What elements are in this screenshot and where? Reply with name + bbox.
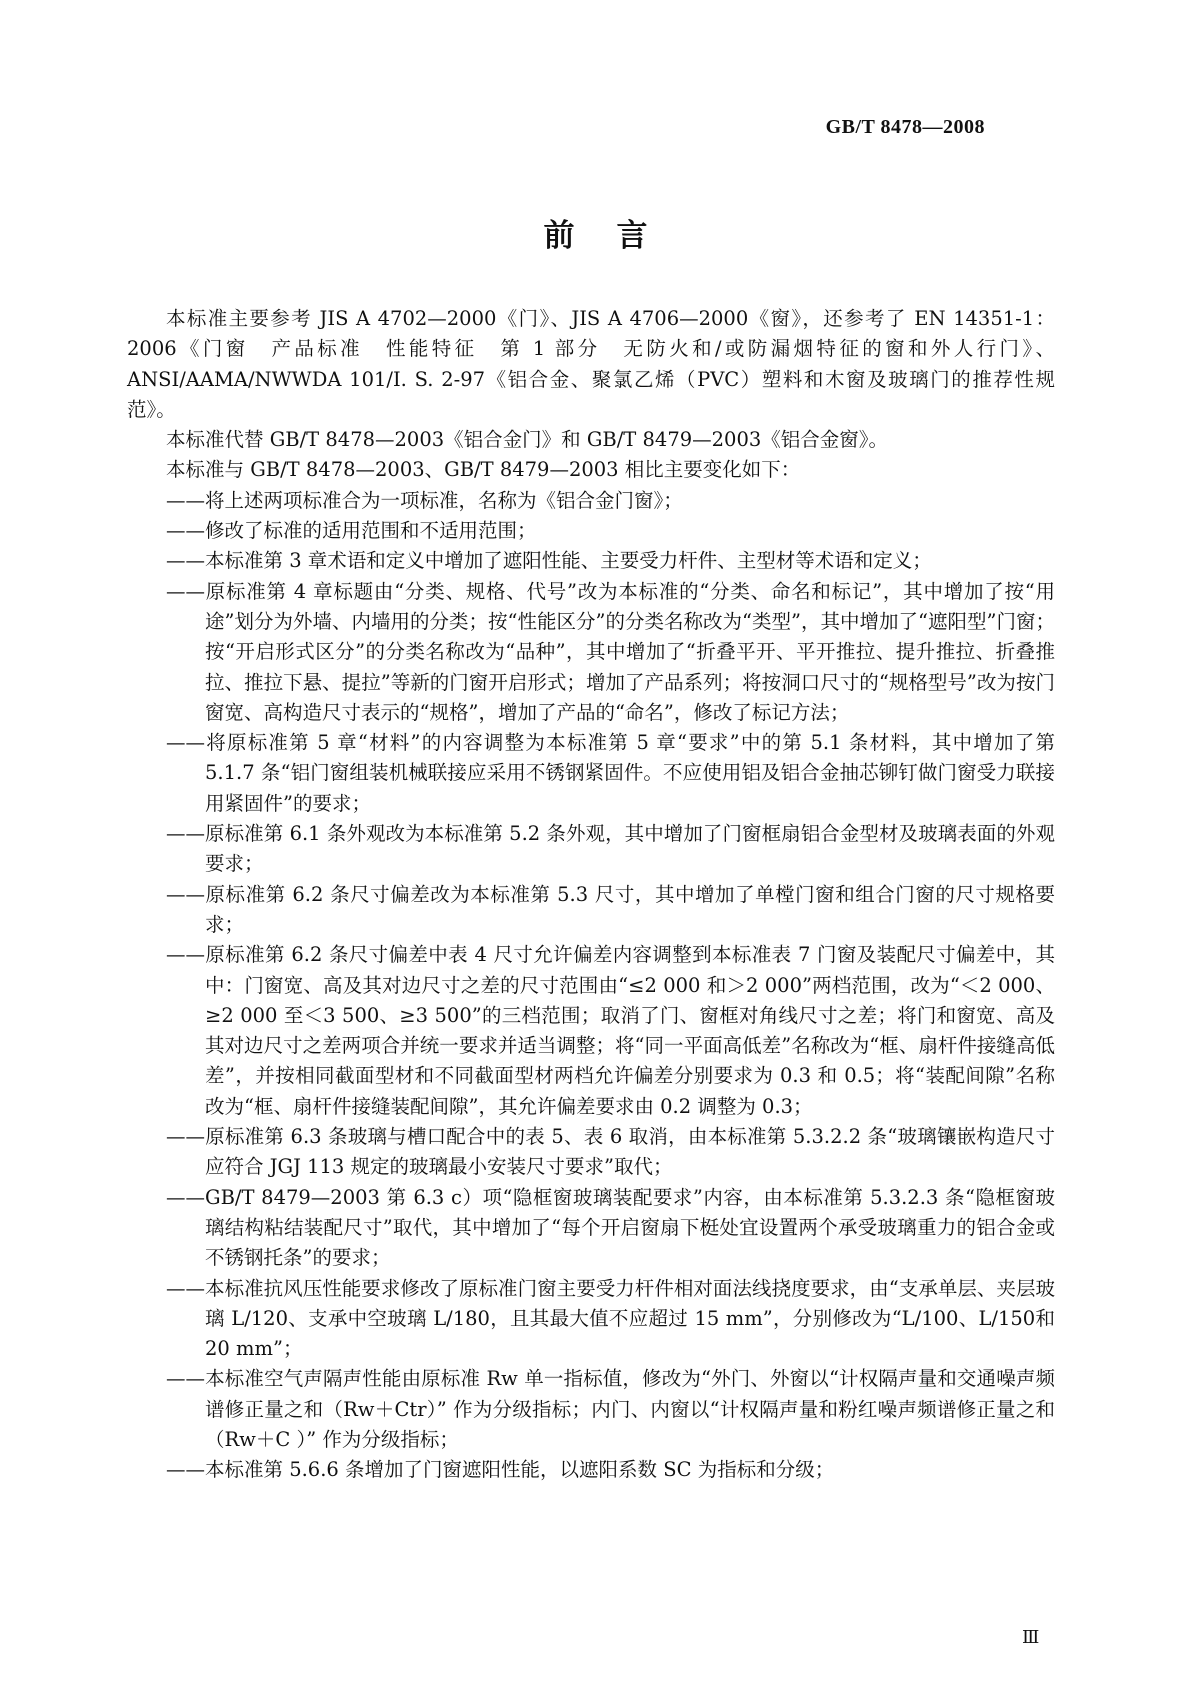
change-item: ——原标准第 6.3 条玻璃与槽口配合中的表 5、表 6 取消，由本标准第 5.3.2.2 条“玻璃镶嵌构造尺寸应符合 JGJ 113 规定的玻璃最小安装尺寸要求”取代；: [166, 1125, 1055, 1179]
change-item: ——本标准抗风压性能要求修改了原标准门窗主要受力杆件相对面法线挠度要求，由“支承单层、夹层玻璃 L/120、支承中空玻璃 L/180，且其最大值不应超过 15 mm”，分别修改为“L/100、L/150和 20 mm”；: [166, 1276, 1055, 1361]
page-title: 前言: [543, 218, 690, 254]
change-item: ——原标准第 6.2 条尺寸偏差中表 4 尺寸允许偏差内容调整到本标准表 7 门窗及装配尺寸偏差中，其中：门窗宽、高及其对边尺寸之差的尺寸范围由“≤2 000 和＞2 000”两档范围，改为“＜2 000、≥2 000 至＜3 500、≥3 500”的三档范围；取消了门、窗框对角线尺寸之差；将门和窗宽、高及其对边尺寸之差两项合并统一要求并适当调整；将“同一平面高低差”名称改为“框、扇杆件接缝高低差”，并按相同截面型材和不同截面型材两档允许偏差分别要求为 0.3 和 0.5；将“装配间隙”名称改为“框、扇杆件接缝装配间隙”，其允许偏差要求由 0.2 调整为 0.3；: [166, 943, 1055, 1118]
standard-code: GB/T 8478—2008: [825, 116, 985, 138]
paragraph-replaces: 本标准代替 GB/T 8478—2003《铝合金门》和 GB/T 8479—2003《铝合金窗》。: [166, 428, 889, 452]
change-item: ——GB/T 8479—2003 第 6.3 c）项“隐框窗玻璃装配要求”内容，由本标准第 5.3.2.3 条“隐框窗玻璃结构粘结装配尺寸”取代，其中增加了“每个开启窗扇下梃处宜设置两个承受玻璃重力的铝合金或不锈钢托条”的要求；: [166, 1185, 1055, 1270]
paragraph-references: 本标准主要参考 JIS A 4702—2000《门》、JIS A 4706—2000《窗》，还参考了 EN 14351-1：2006《门窗 产品标准 性能特征 第 1 部分 无防火和/或防漏烟特征的窗和外人行门》、ANSI/AAMA/NWWDA 101/I. S. 2-97《铝合金、聚氯乙烯（PVC）塑料和木窗及玻璃门的推荐性规范》。: [127, 307, 1055, 421]
change-item: ——将上述两项标准合为一项标准，名称为《铝合金门窗》；: [166, 488, 683, 512]
change-item: ——将原标准第 5 章“材料”的内容调整为本标准第 5 章“要求”中的第 5.1 条材料，其中增加了第 5.1.7 条“铝门窗组装机械联接应采用不锈钢紧固件。不应使用铝及铝合金抽芯铆钉做门窗受力联接用紧固件”的要求；: [166, 731, 1055, 815]
page-number: Ⅲ: [1022, 1627, 1040, 1647]
change-item: ——原标准第 4 章标题由“分类、规格、代号”改为本标准的“分类、命名和标记”，其中增加了按“用途”划分为外墙、内墙用的分类；按“性能区分”的分类名称改为“类型”，其中增加了“遮阳型”门窗；按“开启形式区分”的分类名称改为“品种”，其中增加了“折叠平开、平开推拉、提升推拉、折叠推拉、推拉下悬、提拉”等新的门窗开启形式；增加了产品系列；将按洞口尺寸的“规格型号”改为按门窗宽、高构造尺寸表示的“规格”，增加了产品的“命名”，修改了标记方法；: [166, 579, 1055, 724]
change-item: ——修改了标准的适用范围和不适用范围；: [166, 519, 537, 543]
change-item: ——本标准第 5.6.6 条增加了门窗遮阳性能，以遮阳系数 SC 为指标和分级；: [166, 1458, 835, 1482]
change-item: ——本标准第 3 章术语和定义中增加了遮阳性能、主要受力杆件、主型材等术语和定义；: [166, 549, 932, 573]
change-item: ——原标准第 6.1 条外观改为本标准第 5.2 条外观，其中增加了门窗框扇铝合金型材及玻璃表面的外观要求；: [166, 822, 1055, 876]
change-item: ——原标准第 6.2 条尺寸偏差改为本标准第 5.3 尺寸，其中增加了单樘门窗和组合门窗的尺寸规格要求；: [166, 882, 1055, 936]
foreword-body: [127, 304, 1055, 1486]
paragraph-changes-intro: 本标准与 GB/T 8478—2003、GB/T 8479—2003 相比主要变化如下：: [166, 458, 801, 482]
change-item: ——本标准空气声隔声性能由原标准 Rw 单一指标值，修改为“外门、外窗以“计权隔声量和交通噪声频谱修正量之和（Rw＋Ctr）” 作为分级指标；内门、内窗以“计权隔声量和粉红噪声频谱修正量之和（Rw＋C ）” 作为分级指标；: [166, 1367, 1055, 1451]
